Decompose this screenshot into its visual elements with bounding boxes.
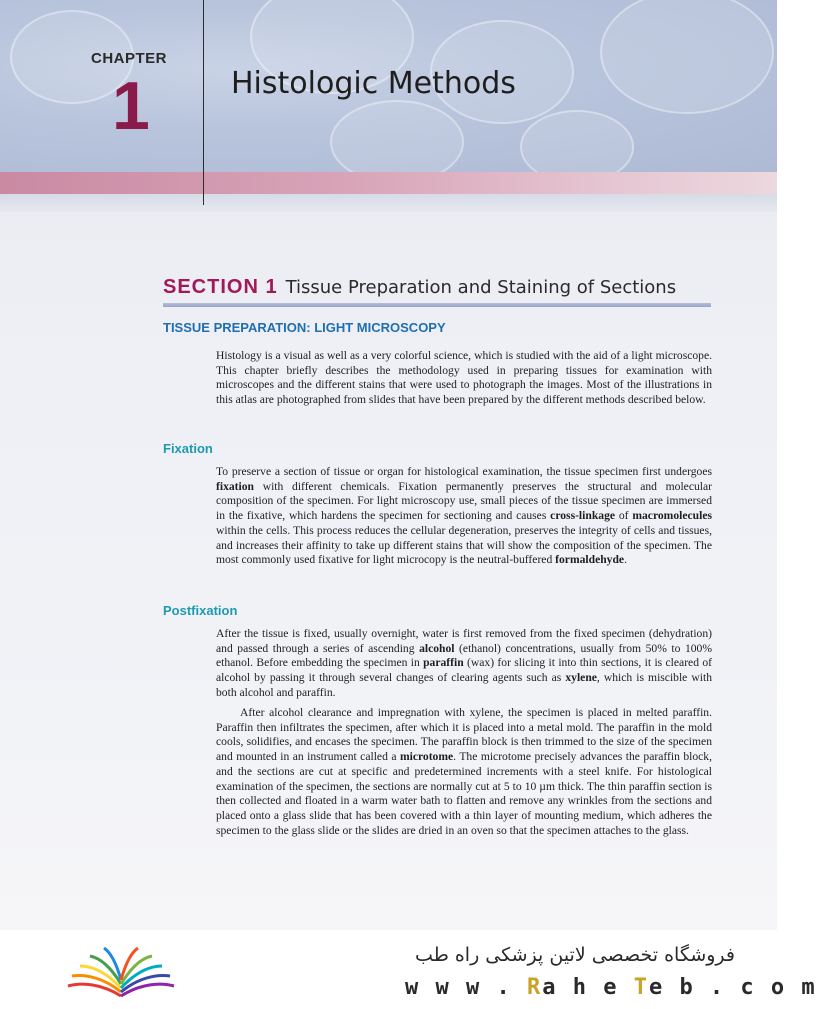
postfixation-paragraph-1: After the tissue is fixed, usually overnight, water is first removed from the fixed specimen (dehydration) and passed through a series of ascending alcohol (ethanol) concentrations, usually from 50% to 100% ethanol. Before embedding the specimen in paraffin (wax) for slicing it into thin sections, it is cleared of alcohol by passing it through several changes of clearing agents such as xylene, which is miscible with both alcohol and paraffin. [216,627,712,699]
tissue-prep-paragraph: Histology is a visual as well as a very colorful science, which is studied with the aid of a light microscope. This chapter briefly describes the methodology used in preparing tissues for examination with microscopes and the different stains that were used to photograph the images. Most of the illustrations in this atlas are photographed from slides that have been prepared by the different methods described below. [216,349,712,407]
section-heading [163,276,711,299]
term-macromolecules: macromolecules [632,509,712,523]
postfixation-paragraph-2: After alcohol clearance and impregnation with xylene, the specimen is placed in melted paraffin. Paraffin then infiltrates the specimen, after which it is placed into a metal mold. The paraffin in the mold cools, solidifies, and encases the specimen. The paraffin block is then trimmed to the size of the specimen and mounted in an instrument called a microtome. The microtome precisely advances the paraffin block, and the sections are cut at specific and predetermined increments with a steel knife. For histological examination of the specimen, the sections are normally cut at 5 to 10 µm thick. The thin paraffin section is then collected and floated in a warm water bath to flatten and remove any wrinkles from the sections and placed onto a glass slide that has been covered with a thin layer of mounting medium, which adheres the specimen to the glass slide or the slides are dried in an oven so that the specimen attaches to the glass. [216,706,712,837]
fixation-heading: Fixation [163,441,213,456]
chapter-title: Histologic Methods [231,66,516,101]
term-microtome: microtome [399,750,454,764]
header-fade-band [0,194,777,212]
term-fixation: fixation [216,479,255,493]
tissue-prep-heading: TISSUE PREPARATION: LIGHT MICROSCOPY [163,320,446,335]
term-cross-linkage: cross-linkage [550,509,616,523]
term-alcohol: alcohol [419,641,455,655]
fixation-paragraph: To preserve a section of tissue or organ for histological examination, the tissue specimen first undergoes fixation with different chemicals. Fixation permanently preserves the structural and molecular composition of the specimen. For light microscopy use, small pieces of the tissue specimen are immersed in the fixative, which hardens the specimen for sectioning and causes cross-linkage of macromolecules within the cells. This process reduces the cellular degeneration, preserves the integrity of cells and tissues, and increases their affinity to take up different stains that will show the composition of the specimen. The most commonly used fixative for light microcopy is the neutral-buffered formaldehyde. [216,465,712,567]
cell-shape [600,0,774,114]
section-label: SECTION 1 [163,276,278,298]
open-book-rainbow-icon [62,944,180,1004]
footer-banner [0,930,817,1009]
term-xylene: xylene [565,671,597,685]
shop-name: فروشگاه تخصصی لاتین پزشکی راه طب [415,944,735,966]
shop-url[interactable]: w w w . Ra h e Te b . c o m [405,975,817,1000]
header-color-band [0,172,777,194]
postfixation-heading: Postfixation [163,603,238,618]
header-vertical-rule [203,0,204,205]
section-rule [163,303,711,307]
chapter-label: CHAPTER [91,50,168,67]
section-title: Tissue Preparation and Staining of Sections [285,277,677,298]
term-formaldehyde: formaldehyde [555,553,625,567]
chapter-number: 1 [112,68,150,144]
term-paraffin: paraffin [423,656,464,670]
